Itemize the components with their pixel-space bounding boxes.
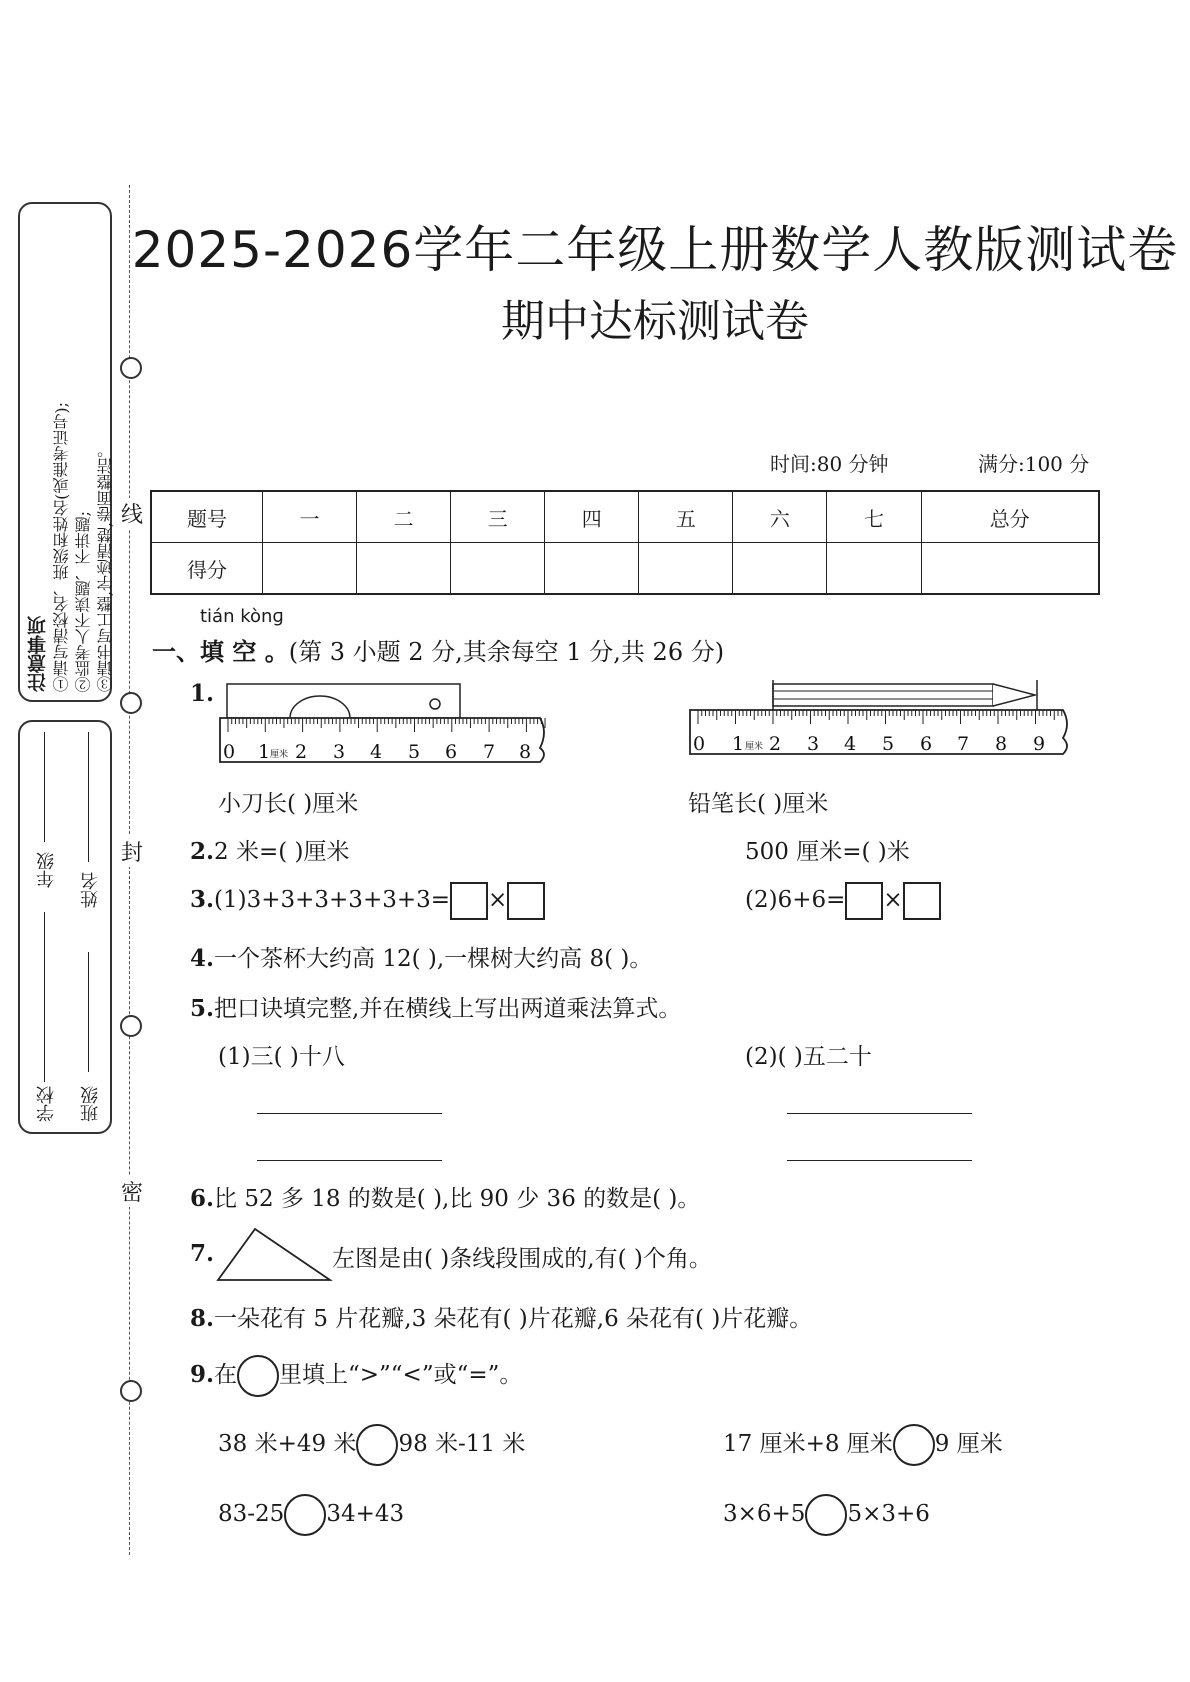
q6-number: 6. [190, 1185, 215, 1212]
binding-hole [120, 692, 142, 714]
q5-number: 5. [190, 995, 215, 1022]
ruler-tick-label: 7 [957, 733, 970, 755]
binding-hole [120, 1015, 142, 1037]
compare-right: 5×3+6 [847, 1501, 930, 1527]
q7-text[interactable]: 左图是由( )条线段围成的,有( )个角。 [332, 1246, 712, 1272]
notice-item-2: ②监考人不读题、不讲题; [74, 510, 93, 692]
score-cell[interactable] [357, 543, 451, 595]
ruler-tick-label: 5 [882, 733, 895, 755]
ruler-tick-label: 9 [1033, 733, 1046, 755]
notice-title: 注意事项 [27, 616, 49, 692]
ruler-tick-label: 0 [223, 741, 236, 763]
score-cell[interactable] [827, 543, 921, 595]
class-field[interactable] [88, 952, 89, 1072]
table-cell: 六 [733, 491, 827, 543]
ruler-unit: 厘米 [270, 750, 289, 760]
q6-text[interactable]: 比 52 多 18 的数是( ),比 90 少 36 的数是( )。 [214, 1186, 701, 1212]
section-note: (第 3 小题 2 分,其余每空 1 分,共 26 分) [288, 638, 725, 666]
compare-item [723, 1424, 1003, 1466]
q3-part-a: (1)3+3+3+3+3+3= [214, 887, 451, 913]
triangle [218, 1229, 330, 1280]
q1-number: 1. [190, 680, 215, 707]
answer-line[interactable] [787, 1160, 972, 1161]
q4-text[interactable]: 一个茶杯大约高 12( ),一棵树大约高 8( )。 [214, 946, 653, 972]
binding-char-seal: 封 [121, 836, 143, 867]
ruler-tick-label: 4 [844, 733, 857, 755]
question-2 [190, 833, 350, 866]
score-cell[interactable] [639, 543, 733, 595]
compare-circle[interactable] [284, 1494, 326, 1536]
answer-line[interactable] [257, 1160, 442, 1161]
question-9 [190, 1355, 522, 1397]
compare-item [218, 1494, 404, 1536]
school-field[interactable] [44, 912, 45, 1082]
answer-box[interactable] [450, 882, 488, 920]
compare-item [218, 1424, 525, 1466]
compare-left: 17 厘米+8 厘米 [723, 1431, 893, 1457]
question-6[interactable] [190, 1180, 700, 1213]
name-label: 姓名 [80, 872, 101, 908]
binding-hole [120, 1380, 142, 1402]
compare-item [723, 1494, 930, 1536]
score-cell[interactable] [263, 543, 357, 595]
q9-post: 里填上“>”“<”或“=”。 [279, 1362, 523, 1388]
section-heading [152, 632, 724, 667]
ruler-unit: 厘米 [745, 742, 764, 752]
q8-text[interactable]: 一朵花有 5 片花瓣,3 朵花有( )片花瓣,6 朵花有( )片花瓣。 [214, 1306, 813, 1332]
table-cell: 总分 [921, 491, 1099, 543]
q9-number: 9. [190, 1361, 215, 1388]
times-sign: × [488, 887, 508, 913]
exam-time: 时间:80 分钟 [770, 452, 889, 476]
notice-item-3: ③请书写工整,字迹清楚,卷面整洁。 [96, 441, 115, 692]
ruler-tick-label: 6 [445, 741, 458, 763]
notice-item-1: ①请写清校名、班级和姓名(或准考证号); [52, 402, 71, 692]
ruler-tick-label: 6 [920, 733, 933, 755]
pencil-body [773, 684, 993, 706]
compare-left: 38 米+49 米 [218, 1431, 357, 1457]
ruler-tick-label: 1 [732, 733, 745, 755]
table-cell: 一 [263, 491, 357, 543]
q2-part-b[interactable]: 500 厘米=( )米 [745, 839, 910, 865]
q5-text: 把口诀填完整,并在横线上写出两道乘法算式。 [214, 996, 682, 1022]
full-score: 满分:100 分 [978, 452, 1090, 476]
q5-part-a[interactable]: (1)三( )十八 [218, 1044, 345, 1070]
ruler-tick-label: 4 [370, 741, 383, 763]
table-cell: 得分 [151, 543, 263, 595]
q4-number: 4. [190, 945, 215, 972]
ruler-with-knife [215, 680, 555, 770]
binding-char-secret: 密 [121, 1176, 143, 1207]
ruler-tick-label: 0 [693, 733, 706, 755]
compare-circle[interactable] [893, 1424, 935, 1466]
q2-number: 2. [190, 838, 215, 865]
section-pinyin: tián kònɡ [200, 606, 284, 627]
q7-number-text: 7. [190, 1240, 215, 1267]
q1-blank-knife[interactable]: 小刀长( )厘米 [218, 791, 359, 817]
table-cell: 七 [827, 491, 921, 543]
ruler-tick-label: 2 [295, 741, 308, 763]
school-label: 学校 [36, 1086, 57, 1122]
page-subtitle: 期中达标测试卷 [501, 296, 809, 347]
name-field[interactable] [88, 732, 89, 862]
table-cell: 二 [357, 491, 451, 543]
class-label: 班级 [80, 1086, 101, 1122]
binding-dashed-line [129, 185, 130, 1555]
binding-hole [120, 357, 142, 379]
table-cell: 五 [639, 491, 733, 543]
score-cell[interactable] [921, 543, 1099, 595]
triangle-figure [215, 1225, 335, 1285]
q5-part-b[interactable]: (2)( )五二十 [745, 1044, 872, 1070]
q3-part-b: (2)6+6= [745, 887, 846, 913]
q2-part-a[interactable]: 2 米=( )厘米 [214, 839, 350, 865]
q1-blank-pencil[interactable]: 铅笔长( )厘米 [688, 791, 829, 817]
times-sign: × [883, 887, 903, 913]
answer-line[interactable] [257, 1113, 442, 1114]
ruler-with-pencil [685, 680, 1075, 770]
score-cell[interactable] [451, 543, 545, 595]
question-5 [190, 990, 681, 1023]
student-info-box [18, 720, 112, 1134]
score-table-header-row [151, 491, 1099, 543]
page-title: 2025-2026学年二年级上册数学人教版测试卷 [131, 221, 1179, 279]
compare-right: 9 厘米 [934, 1431, 1003, 1457]
ruler-tick-label: 2 [769, 733, 782, 755]
q3-number: 3. [190, 886, 215, 913]
question-4[interactable] [190, 940, 652, 973]
ruler-tick-label: 7 [483, 741, 496, 763]
score-table [150, 490, 1100, 595]
question-3 [190, 882, 545, 920]
compare-left: 83-25 [218, 1501, 285, 1527]
ruler-tick-label: 8 [519, 741, 532, 763]
answer-line[interactable] [787, 1113, 972, 1114]
grade-label: 年级 [36, 852, 57, 888]
section-title: 一、填 空 。 [152, 638, 289, 666]
answer-box[interactable] [903, 882, 941, 920]
q9-pre: 在 [214, 1362, 238, 1388]
compare-circle[interactable] [356, 1424, 398, 1466]
question-number [190, 680, 214, 707]
ruler-tick-label: 5 [408, 741, 421, 763]
ruler-tick-label: 8 [995, 733, 1008, 755]
binding-char-line: 线 [121, 498, 143, 529]
notice-box [18, 202, 115, 702]
table-cell: 四 [545, 491, 639, 543]
score-table-score-row [151, 543, 1099, 595]
table-cell: 题号 [151, 491, 263, 543]
answer-box[interactable] [845, 882, 883, 920]
compare-left: 3×6+5 [723, 1501, 806, 1527]
q8-number: 8. [190, 1305, 215, 1332]
q7-number [190, 1240, 214, 1267]
answer-box[interactable] [507, 882, 545, 920]
ruler-tick-label: 3 [807, 733, 820, 755]
ruler-tick-label: 3 [333, 741, 346, 763]
pencil-tip [993, 684, 1035, 706]
compare-circle[interactable] [805, 1494, 847, 1536]
compare-right: 98 米-11 米 [398, 1431, 526, 1457]
grade-field[interactable] [44, 732, 45, 842]
question-3b [745, 882, 941, 920]
compare-right: 34+43 [326, 1501, 405, 1527]
question-8[interactable] [190, 1300, 812, 1333]
score-cell[interactable] [545, 543, 639, 595]
compare-circle-example [237, 1355, 279, 1397]
table-cell: 三 [451, 491, 545, 543]
score-cell[interactable] [733, 543, 827, 595]
ruler-tick-label: 1 [258, 741, 271, 763]
